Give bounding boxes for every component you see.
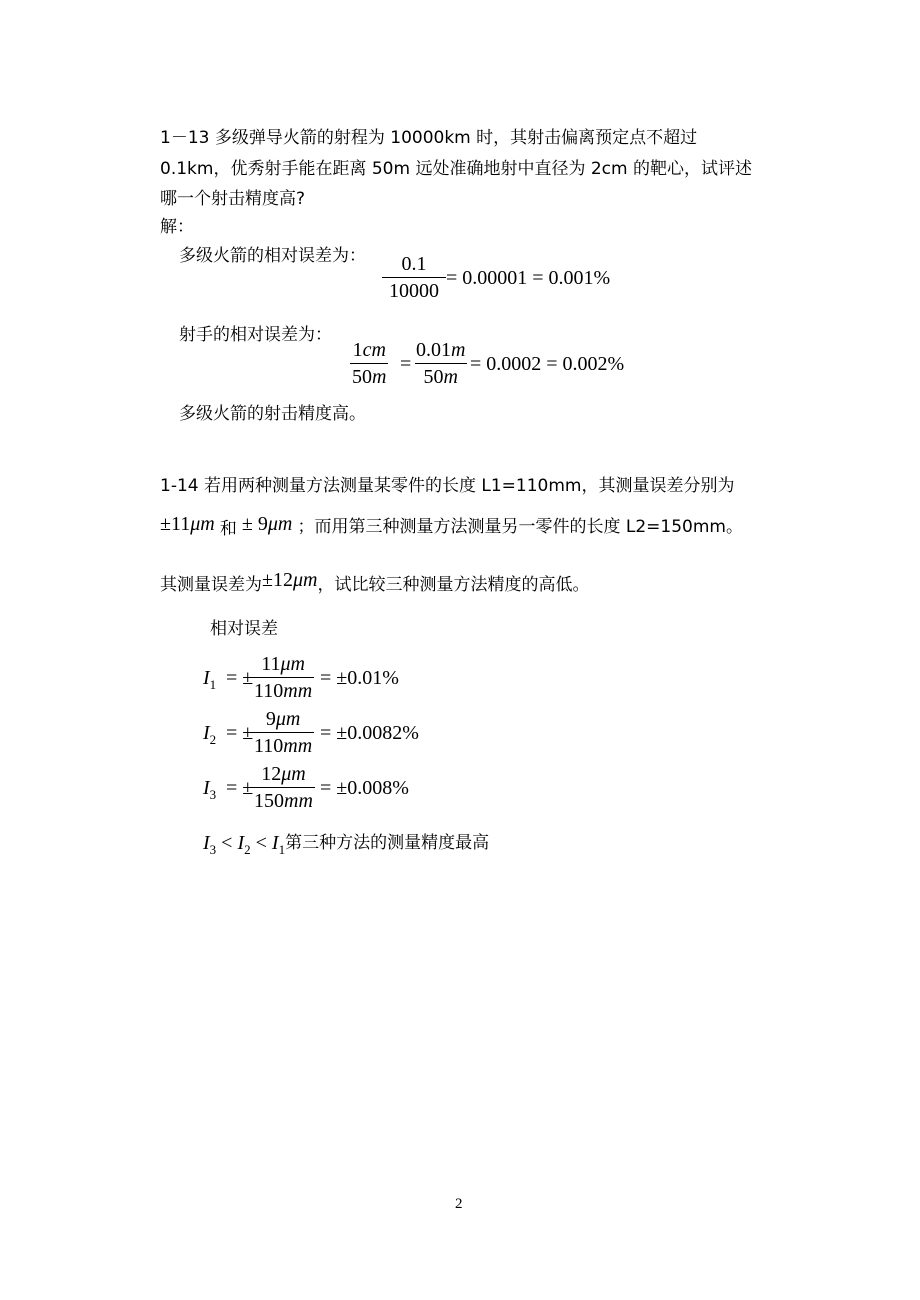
problem-13-line-3: 哪一个射击精度高? [160,189,306,209]
problem-13-line-2: 0.1km，优秀射手能在距离 50m 远处准确地射中直径为 2cm 的靶心，试评述 [160,159,752,179]
error-3: ±12μm [262,569,318,591]
rocket-fraction [382,254,446,301]
shooter-fraction-1-denominator: 50m [350,363,388,387]
shooter-result: = 0.0002 = 0.002% [470,353,625,375]
rocket-error-label: 多级火箭的相对误差为： [179,246,366,266]
i3-fraction: $\frac{12\mu m}{150mm}$ [254,763,313,812]
equals-sign: = [400,353,412,375]
i3-label: $I_3$ [203,777,217,802]
rocket-result: = 0.00001 = 0.001% [446,267,611,289]
shooter-error-label: 射手的相对误差为： [179,325,332,345]
final-conclusion: 第三种方法的测量精度最高 [285,833,490,853]
error-1: ±11μm [160,513,215,535]
shooter-fraction-2 [414,340,467,387]
i2-fraction: $\frac{9\mu m}{110mm}$ [254,708,313,757]
i1-label: $I_1$ [203,667,217,692]
conclusion-13: 多级火箭的射击精度高。 [179,404,366,424]
i2-label: $I_2$ [203,722,217,747]
error-2: ± 9μm [241,513,293,535]
shooter-fraction-1 [350,340,388,387]
i2-result: = ±0.0082% [320,722,419,744]
shooter-fraction-2-numerator: 0.01m [416,339,466,361]
problem-14-line-1: 1-14 若用两种测量方法测量某零件的长度 L1=110mm，其测量误差分别为 [160,476,735,496]
final-comparison: $I_3 < I_2 < I_1$第三种方法的测量精度最高 [203,832,490,857]
i2-pm: = ± [226,722,254,744]
problem-14-line-2: ±11μm 和 ± 9μm ；而用第三种测量方法测量另一零件的长度 L2=150mm。 [160,513,743,539]
i1-fraction: $\frac{11\mu m}{110mm}$ [254,653,313,702]
shooter-fraction-1-numerator: 1cm [352,339,386,361]
problem-14-line-3: 其测量误差为±12μm，试比较三种测量方法精度的高低。 [160,569,590,595]
page-number: 2 [455,1196,463,1212]
problem-13-line-1: 1－13 多级弹导火箭的射程为 10000km 时，其射击偏离预定点不超过 [160,128,698,148]
rocket-numerator: 0.1 [401,253,427,275]
solution-label: 解： [160,217,194,237]
shooter-fraction-2-denominator: 50m [415,363,467,387]
i1-pm: = ± [226,667,254,689]
relative-error-label: 相对误差 [210,619,278,639]
i1-result: = ±0.01% [320,667,399,689]
i3-result: = ±0.008% [320,777,409,799]
rocket-denominator: 10000 [382,277,446,301]
i3-pm: = ± [226,777,254,799]
